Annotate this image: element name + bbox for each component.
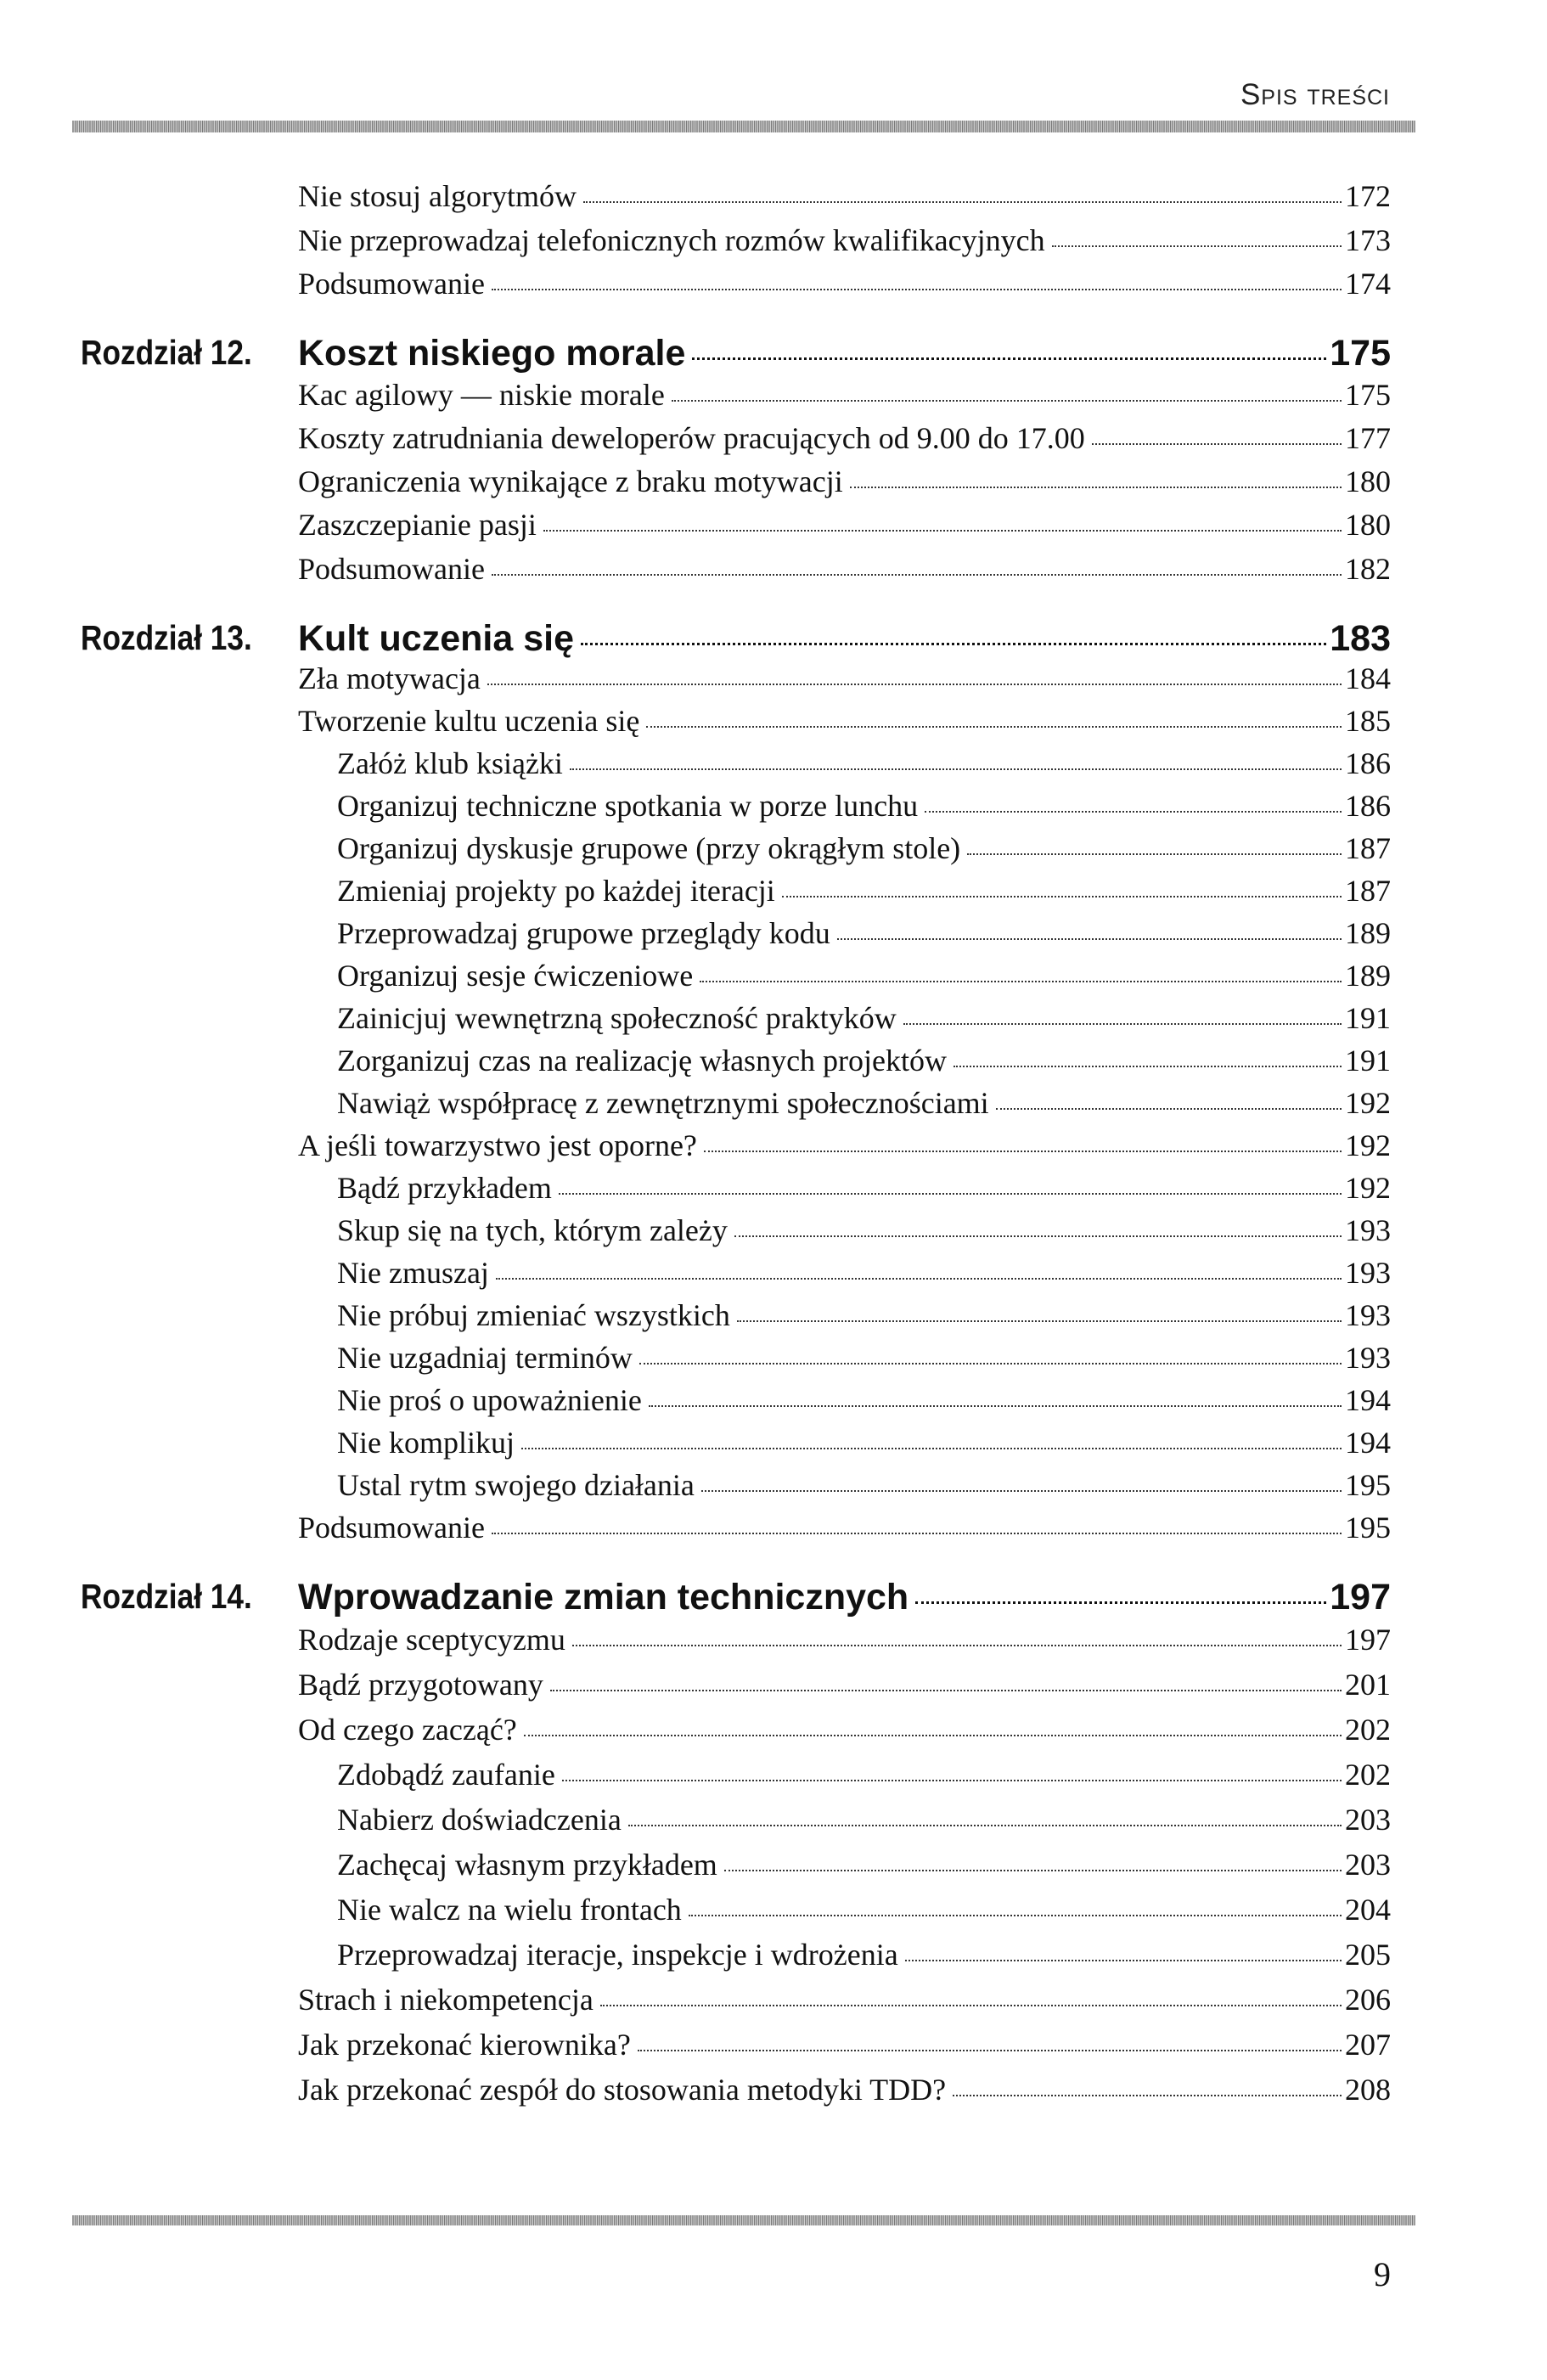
entry-title: Nie walcz na wielu frontach (337, 1893, 682, 1927)
entry-title: Podsumowanie (298, 267, 485, 301)
entry-page-number: 189 (1345, 959, 1391, 993)
entry-page-number: 172 (1345, 179, 1391, 213)
toc-entry (298, 178, 1391, 214)
dot-leader (543, 530, 1342, 532)
toc-entry (298, 2027, 1391, 2062)
toc-entry-row (0, 1128, 1547, 1170)
dot-leader (903, 1023, 1342, 1025)
toc-entry-row (0, 377, 1547, 419)
entry-title: Bądź przygotowany (298, 1668, 543, 1702)
dot-leader (638, 2050, 1342, 2051)
entry-page-number: 173 (1345, 223, 1391, 257)
toc-entry-row (0, 1622, 1547, 1664)
entry-page-number: 183 (1330, 618, 1391, 659)
dot-leader (850, 487, 1342, 488)
dot-leader (837, 938, 1342, 940)
entry-page-number: 191 (1345, 1044, 1391, 1077)
entry-page-number: 193 (1345, 1256, 1391, 1290)
dot-leader (1052, 245, 1342, 247)
dot-leader (581, 643, 1326, 645)
toc-entry-row (0, 1085, 1547, 1128)
entry-page-number: 175 (1330, 333, 1391, 374)
entry-page-number: 207 (1345, 2028, 1391, 2062)
toc-entry-row (0, 1847, 1547, 1889)
dot-leader (1092, 443, 1342, 445)
toc-entry-row (0, 420, 1547, 463)
dot-leader (550, 1690, 1342, 1691)
entry-page-number: 192 (1345, 1128, 1391, 1162)
toc-entry-row (0, 1297, 1547, 1340)
entry-title: Załóż klub książki (337, 746, 563, 780)
toc-entry (298, 464, 1391, 499)
entry-page-number: 202 (1345, 1713, 1391, 1747)
toc-entry (337, 915, 1391, 951)
entry-page-number: 203 (1345, 1848, 1391, 1882)
toc-entry-row (0, 1712, 1547, 1754)
toc-entry (337, 1085, 1391, 1121)
entry-title: Koszty zatrudniania deweloperów pracujących od 9.00 do 17.00 (298, 421, 1085, 455)
entry-page-number: 192 (1345, 1171, 1391, 1205)
entry-page-number: 197 (1330, 1577, 1391, 1618)
dot-leader (600, 2005, 1342, 2006)
entry-title: Kult uczenia się (298, 618, 574, 659)
dot-leader (953, 2095, 1342, 2096)
entry-title: Skup się na tych, którym zależy (337, 1213, 728, 1247)
entry-page-number: 174 (1345, 267, 1391, 301)
entry-page-number: 187 (1345, 874, 1391, 908)
entry-page-number: 206 (1345, 1983, 1391, 2017)
toc-entry (337, 873, 1391, 909)
toc-entry (298, 1128, 1391, 1163)
entry-title: Zła motywacja (298, 661, 481, 695)
dot-leader (492, 289, 1342, 290)
entry-title: Przeprowadzaj iteracje, inspekcje i wdrożenia (337, 1938, 898, 1972)
dot-leader (996, 1108, 1342, 1110)
dot-leader (915, 1601, 1326, 1604)
dot-leader (724, 1870, 1342, 1871)
entry-title: Nie zmuszaj (337, 1256, 489, 1290)
toc-chapter-row (0, 618, 1547, 661)
dot-leader (492, 1533, 1342, 1534)
running-head: Spis treści (1240, 78, 1390, 111)
toc-entry-row (0, 1340, 1547, 1382)
toc-entry (337, 746, 1391, 781)
chapter-label: Rozdział 12. (81, 333, 252, 372)
toc-entry-row (0, 464, 1547, 506)
entry-title: Ograniczenia wynikające z braku motywacji (298, 464, 843, 498)
entry-page-number: 204 (1345, 1893, 1391, 1927)
dot-leader (492, 574, 1342, 576)
entry-title: A jeśli towarzystwo jest oporne? (298, 1128, 697, 1162)
entry-page-number: 191 (1345, 1001, 1391, 1035)
toc-entry-row (0, 703, 1547, 746)
toc-entry-row (0, 1000, 1547, 1043)
entry-title: Od czego zacząć? (298, 1713, 517, 1747)
toc-entry-row (0, 1757, 1547, 1799)
toc-entry (337, 1340, 1391, 1376)
toc-entry (298, 1712, 1391, 1747)
entry-page-number: 175 (1345, 378, 1391, 412)
entry-title: Nabierz doświadczenia (337, 1803, 622, 1837)
entry-page-number: 182 (1345, 552, 1391, 586)
entry-page-number: 193 (1345, 1298, 1391, 1332)
entry-title: Nie przeprowadzaj telefonicznych rozmów kwalifikacyjnych (298, 223, 1045, 257)
chapter-label: Rozdział 13. (81, 618, 252, 657)
toc-entry (298, 2072, 1391, 2107)
entry-title: Rodzaje sceptycyzmu (298, 1623, 565, 1657)
entry-page-number: 195 (1345, 1468, 1391, 1502)
entry-title: Nie komplikuj (337, 1426, 515, 1460)
toc-entry-row (0, 1982, 1547, 2024)
entry-title: Zachęcaj własnym przykładem (337, 1848, 717, 1882)
toc-entry (298, 420, 1391, 456)
toc-entry (298, 661, 1391, 696)
entry-title: Podsumowanie (298, 552, 485, 586)
dot-leader (700, 981, 1342, 982)
entry-page-number: 194 (1345, 1426, 1391, 1460)
entry-title: Zmieniaj projekty po każdej iteracji (337, 874, 775, 908)
toc-entry (337, 1382, 1391, 1418)
entry-title: Nie stosuj algorytmów (298, 179, 577, 213)
toc-entry-row (0, 507, 1547, 549)
toc-entry-row (0, 1467, 1547, 1510)
entry-title: Jak przekonać zespół do stosowania metodyki TDD? (298, 2073, 947, 2107)
entry-page-number: 194 (1345, 1383, 1391, 1417)
dot-leader (905, 1960, 1342, 1961)
toc-entry (337, 1297, 1391, 1333)
dot-leader (704, 1151, 1342, 1152)
dot-leader (734, 1235, 1342, 1237)
entry-title: Jak przekonać kierownika? (298, 2028, 631, 2062)
toc-entry-row (0, 2027, 1547, 2069)
dot-leader (487, 684, 1342, 685)
toc-chapter-row (0, 1577, 1547, 1619)
toc-entry (298, 507, 1391, 543)
entry-page-number: 189 (1345, 916, 1391, 950)
dot-leader (925, 811, 1342, 813)
toc-entry-row (0, 661, 1547, 703)
toc-entry-row (0, 1667, 1547, 1709)
entry-title: Nawiąż współpracę z zewnętrznymi społecznościami (337, 1086, 989, 1120)
toc-entry-row (0, 178, 1547, 221)
toc-entry-row (0, 1937, 1547, 1979)
dot-leader (521, 1448, 1342, 1449)
footer-rule (72, 2215, 1415, 2225)
entry-page-number: 201 (1345, 1668, 1391, 1702)
page-number: 9 (1374, 2255, 1391, 2293)
entry-page-number: 177 (1345, 421, 1391, 455)
entry-title: Nie uzgadniaj terminów (337, 1341, 633, 1375)
dot-leader (583, 201, 1342, 203)
dot-leader (559, 1193, 1342, 1195)
dot-leader (524, 1735, 1342, 1736)
dot-leader (672, 400, 1342, 402)
toc-entry (337, 1255, 1391, 1291)
toc-entry (298, 703, 1391, 739)
entry-title: Ustal rytm swojego działania (337, 1468, 695, 1502)
entry-title: Zainicjuj wewnętrzną społeczność praktyków (337, 1001, 897, 1035)
toc-entry-row (0, 1510, 1547, 1552)
toc-entry (337, 1467, 1391, 1503)
toc-entry (298, 1667, 1391, 1702)
entry-title: Nie proś o upoważnienie (337, 1383, 642, 1417)
toc-entry (337, 1043, 1391, 1078)
toc-entry (337, 1757, 1391, 1792)
entry-title: Bądź przykładem (337, 1171, 552, 1205)
entry-title: Organizuj techniczne spotkania w porze lunchu (337, 789, 919, 823)
entry-title: Organizuj sesje ćwiczeniowe (337, 959, 694, 993)
toc-entry-row (0, 1255, 1547, 1297)
toc-entry-row (0, 2072, 1547, 2114)
entry-title: Zdobądź zaufanie (337, 1758, 555, 1792)
entry-page-number: 192 (1345, 1086, 1391, 1120)
toc-entry (337, 1802, 1391, 1837)
entry-page-number: 186 (1345, 746, 1391, 780)
toc-entry-row (0, 958, 1547, 1000)
dot-leader (628, 1825, 1342, 1826)
entry-title: Tworzenie kultu uczenia się (298, 704, 640, 738)
entry-title: Koszt niskiego morale (298, 333, 686, 374)
entry-page-number: 184 (1345, 661, 1391, 695)
toc-entry (337, 1000, 1391, 1036)
entry-page-number: 186 (1345, 789, 1391, 823)
dot-leader (954, 1066, 1342, 1067)
dot-leader (562, 1780, 1342, 1781)
dot-leader (649, 1405, 1342, 1407)
toc-entry (337, 958, 1391, 993)
toc-entry (298, 222, 1391, 258)
toc-entry-row (0, 551, 1547, 594)
toc-entry (298, 1622, 1391, 1657)
entry-page-number: 202 (1345, 1758, 1391, 1792)
dot-leader (639, 1363, 1342, 1364)
dot-leader (692, 357, 1326, 360)
entry-page-number: 208 (1345, 2073, 1391, 2107)
toc-entry (298, 333, 1391, 374)
entry-page-number: 197 (1345, 1623, 1391, 1657)
toc-entry (298, 1982, 1391, 2017)
dot-leader (496, 1278, 1342, 1280)
dot-leader (646, 726, 1342, 728)
entry-title: Zaszczepianie pasji (298, 508, 537, 542)
entry-title: Kac agilowy — niskie morale (298, 378, 665, 412)
toc-entry (298, 1510, 1391, 1545)
entry-page-number: 193 (1345, 1341, 1391, 1375)
dot-leader (701, 1490, 1342, 1492)
entry-title: Podsumowanie (298, 1511, 485, 1544)
toc-entry (298, 266, 1391, 301)
entry-title: Przeprowadzaj grupowe przeglądy kodu (337, 916, 830, 950)
entry-page-number: 193 (1345, 1213, 1391, 1247)
toc-entry-row (0, 1425, 1547, 1467)
dot-leader (570, 768, 1342, 770)
toc-entry (298, 377, 1391, 413)
toc-entry (298, 551, 1391, 587)
dot-leader (782, 896, 1342, 897)
entry-page-number: 187 (1345, 831, 1391, 865)
toc-entry-row (0, 1043, 1547, 1085)
entry-page-number: 180 (1345, 464, 1391, 498)
dot-leader (967, 853, 1342, 855)
chapter-label: Rozdział 14. (81, 1577, 252, 1616)
toc-entry (337, 788, 1391, 824)
toc-entry (337, 1937, 1391, 1972)
toc-entry-row (0, 915, 1547, 958)
entry-page-number: 180 (1345, 508, 1391, 542)
entry-page-number: 205 (1345, 1938, 1391, 1972)
entry-title: Organizuj dyskusje grupowe (przy okrągłym stole) (337, 831, 961, 865)
toc-entry (298, 1577, 1391, 1618)
toc-entry-row (0, 1802, 1547, 1844)
toc-entry-row (0, 222, 1547, 265)
toc-entry (337, 1425, 1391, 1460)
toc-entry (337, 1892, 1391, 1927)
toc-entry-row (0, 1382, 1547, 1425)
toc-entry (337, 1213, 1391, 1248)
toc-entry (337, 830, 1391, 866)
toc-chapter-row (0, 333, 1547, 375)
entry-title: Wprowadzanie zmian technicznych (298, 1577, 909, 1618)
toc-entry-row (0, 1213, 1547, 1255)
toc-entry-row (0, 266, 1547, 308)
entry-page-number: 203 (1345, 1803, 1391, 1837)
entry-title: Strach i niekompetencja (298, 1983, 593, 2017)
entry-page-number: 195 (1345, 1511, 1391, 1544)
dot-leader (737, 1320, 1342, 1322)
dot-leader (689, 1915, 1342, 1916)
toc-entry-row (0, 873, 1547, 915)
toc-entry-row (0, 746, 1547, 788)
dot-leader (572, 1645, 1342, 1646)
toc-entry-row (0, 788, 1547, 830)
toc-entry-row (0, 1892, 1547, 1934)
toc-entry (298, 618, 1391, 660)
toc-entry (337, 1170, 1391, 1206)
entry-title: Zorganizuj czas na realizację własnych projektów (337, 1044, 948, 1077)
entry-page-number: 185 (1345, 704, 1391, 738)
entry-title: Nie próbuj zmieniać wszystkich (337, 1298, 730, 1332)
toc-entry-row (0, 1170, 1547, 1213)
toc-entry-row (0, 830, 1547, 873)
header-rule (72, 121, 1415, 132)
toc-entry (337, 1847, 1391, 1882)
